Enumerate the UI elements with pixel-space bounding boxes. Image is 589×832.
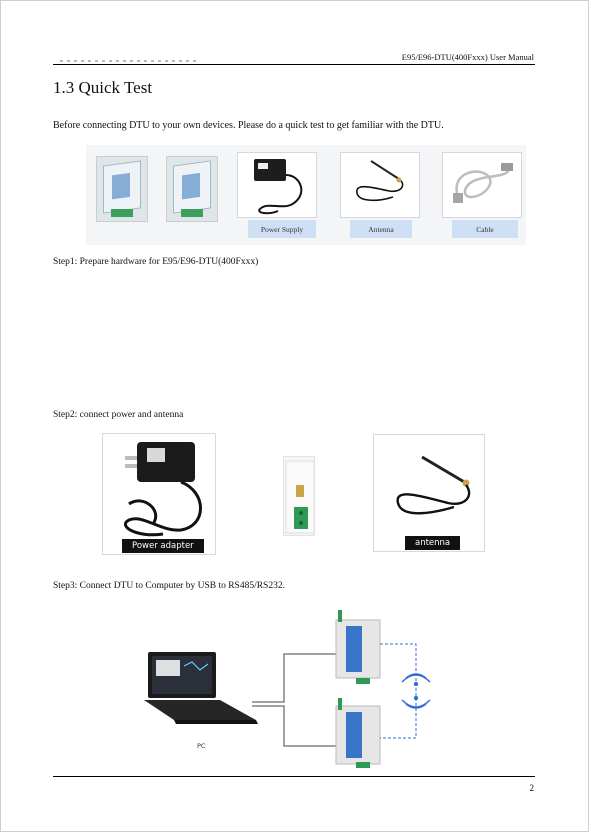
dtu-terminal-photo <box>283 456 315 536</box>
step-1-text: Step1: Prepare hardware for E95/E96-DTU(400Fxxx) <box>53 257 259 267</box>
connection-diagram <box>140 608 440 768</box>
pc-label: PC <box>197 742 206 750</box>
section-title: 1.3 Quick Test <box>53 78 153 97</box>
header-left-marks <box>60 60 200 62</box>
antenna-label: antenna <box>405 536 460 550</box>
caption-cable: Cable <box>452 220 518 238</box>
step-3-text: Step3: Connect DTU to Computer by USB to RS485/RS232. <box>53 581 285 591</box>
header-title: E95/E96-DTU(400Fxxx) User Manual <box>401 52 534 62</box>
cable-image <box>442 152 522 218</box>
dtu-device-image-2 <box>166 156 218 222</box>
caption-antenna: Antenna <box>350 220 412 238</box>
page-number: 2 <box>529 783 534 793</box>
dtu-device-image-1 <box>96 156 148 222</box>
laptop-icon <box>144 652 258 724</box>
dtu-device-2-icon <box>336 698 380 768</box>
power-adapter-label: Power adapter <box>122 539 204 553</box>
power-supply-image <box>237 152 317 218</box>
dtu-device-1-icon <box>336 610 380 684</box>
caption-power-supply: Power Supply <box>248 220 316 238</box>
footer-rule <box>53 776 535 777</box>
antenna-photo <box>373 434 485 552</box>
header-rule <box>53 64 535 65</box>
intro-paragraph: Before connecting DTU to your own devices. Please do a quick test to get familiar with the DTU. <box>53 120 444 131</box>
antenna-image <box>340 152 420 218</box>
step-2-text: Step2: connect power and antenna <box>53 410 184 420</box>
power-adapter-photo <box>102 433 216 555</box>
